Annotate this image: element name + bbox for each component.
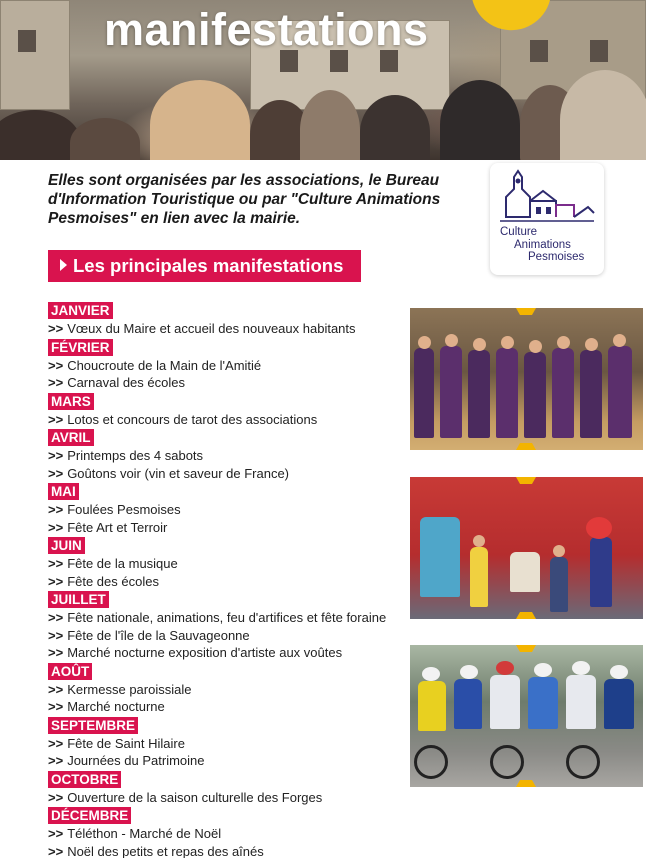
- double-arrow-icon: >>: [48, 556, 64, 571]
- month-label: FÉVRIER: [48, 339, 113, 356]
- event-item: [48, 789, 408, 807]
- event-item: [48, 555, 408, 573]
- event-item: [48, 609, 408, 627]
- event-item: [48, 735, 408, 753]
- event-item: [48, 644, 408, 662]
- hero-photo: [0, 0, 646, 160]
- month-block: [48, 662, 408, 716]
- event-item: [48, 411, 408, 429]
- month-label: JANVIER: [48, 302, 113, 319]
- logo-line-1: Culture: [500, 226, 538, 238]
- event-item: [48, 465, 408, 483]
- month-label: AOÛT: [48, 663, 92, 680]
- month-block: [48, 392, 408, 429]
- double-arrow-icon: >>: [48, 321, 64, 336]
- page-title: manifestations: [104, 4, 429, 55]
- month-label: AVRIL: [48, 429, 94, 446]
- double-arrow-icon: >>: [48, 753, 64, 768]
- event-text: Fête de la musique: [67, 556, 178, 571]
- event-item: [48, 447, 408, 465]
- month-label: SEPTEMBRE: [48, 717, 138, 734]
- event-text: Téléthon - Marché de Noël: [67, 826, 222, 841]
- double-arrow-icon: >>: [48, 519, 64, 535]
- event-text: Printemps des 4 sabots: [67, 448, 204, 463]
- event-text: Carnaval des écoles: [67, 375, 185, 390]
- event-text: Ouverture de la saison culturelle des Forges: [67, 789, 323, 805]
- double-arrow-icon: >>: [48, 375, 64, 390]
- month-block: [48, 338, 408, 392]
- month-block: [48, 482, 408, 536]
- month-block: [48, 716, 408, 770]
- double-arrow-icon: >>: [48, 411, 64, 427]
- event-text: Fête de Saint Hilaire: [67, 735, 185, 751]
- double-arrow-icon: >>: [48, 357, 64, 373]
- event-item: [48, 825, 408, 843]
- event-item: [48, 320, 408, 338]
- school-show-photo: [410, 477, 643, 619]
- yellow-marker-top: [516, 477, 536, 484]
- event-text: Goûtons voir (vin et saveur de France): [67, 465, 290, 481]
- month-label: MARS: [48, 393, 94, 410]
- event-text: Vœux du Maire et accueil des nouveaux habitants: [67, 321, 356, 336]
- month-label: JUILLET: [48, 591, 109, 608]
- yellow-marker-bottom: [516, 780, 536, 787]
- double-arrow-icon: >>: [48, 610, 64, 625]
- double-arrow-icon: >>: [48, 465, 64, 481]
- event-item: [48, 573, 408, 591]
- double-arrow-icon: >>: [48, 502, 64, 517]
- double-arrow-icon: >>: [48, 843, 64, 858]
- month-label: JUIN: [48, 537, 85, 554]
- yellow-marker-top: [516, 645, 536, 652]
- event-item: [48, 357, 408, 375]
- month-label: OCTOBRE: [48, 771, 121, 788]
- double-arrow-icon: >>: [48, 735, 64, 751]
- event-text: Fête Art et Terroir: [67, 519, 168, 535]
- double-arrow-icon: >>: [48, 645, 64, 660]
- yellow-marker-bottom: [516, 443, 536, 450]
- event-item: [48, 519, 408, 537]
- yellow-marker-bottom: [516, 612, 536, 619]
- double-arrow-icon: >>: [48, 627, 64, 643]
- event-text: Choucroute de la Main de l'Amitié: [67, 357, 262, 373]
- month-label: DÉCEMBRE: [48, 807, 131, 824]
- event-item: [48, 501, 408, 519]
- month-block: [48, 590, 408, 662]
- event-text: Fête de l'île de la Sauvageonne: [67, 627, 250, 643]
- double-arrow-icon: >>: [48, 826, 64, 841]
- month-label: MAI: [48, 483, 79, 500]
- event-text: Kermesse paroissiale: [67, 681, 192, 697]
- event-item: [48, 627, 408, 645]
- section-title-text: Les principales manifestations: [73, 255, 344, 276]
- month-block: [48, 806, 408, 858]
- event-text: Foulées Pesmoises: [67, 502, 181, 517]
- event-item: [48, 374, 408, 392]
- double-arrow-icon: >>: [48, 681, 64, 697]
- event-item: [48, 681, 408, 699]
- cycling-race-photo: [410, 645, 643, 787]
- church-icon: [496, 167, 598, 225]
- month-block: [48, 770, 408, 807]
- double-arrow-icon: >>: [48, 448, 64, 463]
- event-text: Fête des écoles: [67, 573, 159, 589]
- logo-line-2: Animations: [514, 238, 571, 251]
- play-triangle-icon: [60, 259, 67, 271]
- logo-line-3: Pesmoises: [528, 251, 585, 263]
- month-block: [48, 428, 408, 482]
- month-block: [48, 536, 408, 590]
- month-block: [48, 301, 408, 338]
- double-arrow-icon: >>: [48, 573, 64, 589]
- event-text: Lotos et concours de tarot des associations: [67, 411, 318, 427]
- month-list: [48, 301, 408, 858]
- event-text: Fête nationale, animations, feu d'artifices et fête foraine: [67, 610, 387, 625]
- event-text: Journées du Patrimoine: [67, 753, 205, 768]
- intro-text: Elles sont organisées par les associations, le Bureau d'Information Touristique ou par "Culture Animations Pesmoises" en lien avec la mairie.: [48, 172, 441, 227]
- event-item: [48, 752, 408, 770]
- event-item: [48, 698, 408, 716]
- yellow-marker-top: [516, 308, 536, 315]
- event-item: [48, 843, 408, 858]
- event-text: Marché nocturne exposition d'artiste aux voûtes: [67, 645, 343, 660]
- double-arrow-icon: >>: [48, 789, 64, 805]
- event-text: Noël des petits et repas des aînés: [67, 843, 264, 858]
- section-title: [48, 250, 361, 282]
- culture-animations-logo: [490, 163, 604, 275]
- event-text: Marché nocturne: [67, 699, 165, 714]
- double-arrow-icon: >>: [48, 699, 64, 714]
- choir-photo: [410, 308, 643, 450]
